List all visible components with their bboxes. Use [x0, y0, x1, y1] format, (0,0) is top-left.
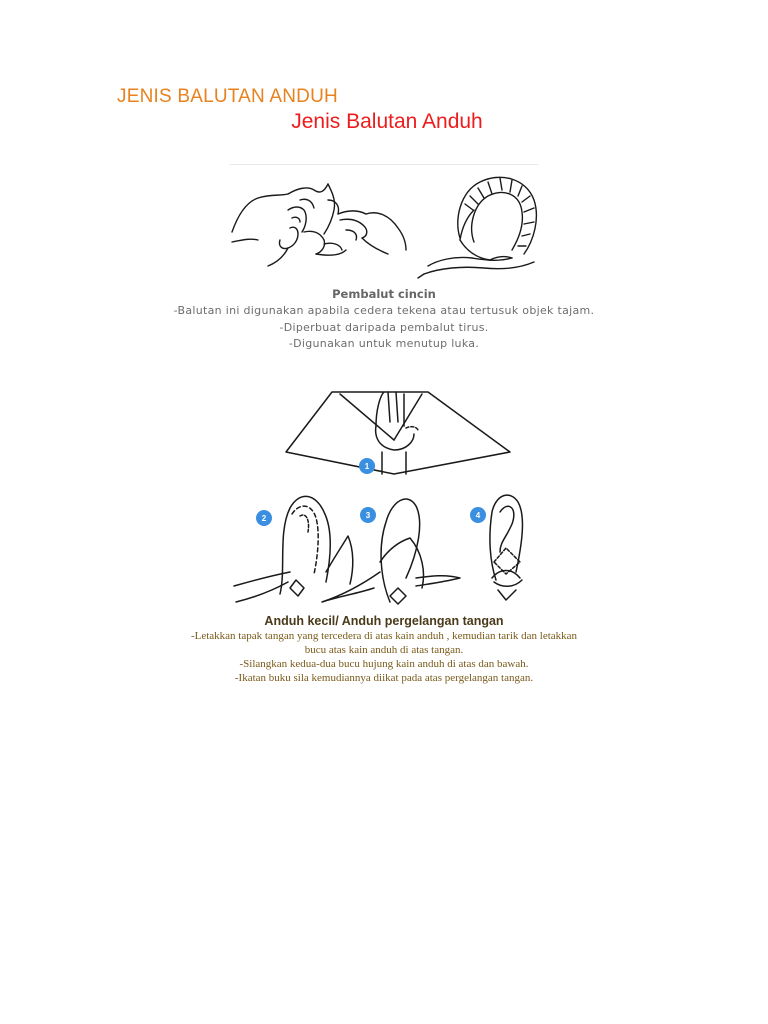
step-4-number: 4 — [475, 511, 481, 520]
wrist-sling-title: Anduh kecil/ Anduh pergelangan tangan — [264, 614, 504, 628]
step-1-drawing — [286, 392, 510, 474]
step-2-number: 2 — [261, 514, 267, 523]
finished-ring-bandage-drawing — [418, 177, 536, 278]
ring-bandage-line-1: -Balutan ini digunakan apabila cedera tekena atau tertusuk objek tajam. — [173, 304, 595, 317]
divider — [230, 164, 538, 165]
wrist-sling-steps-illustration — [230, 382, 570, 614]
hands-wrapping-ring-drawing — [232, 184, 406, 266]
ring-bandage-line-2: -Diperbuat daripada pembalut tirus. — [279, 320, 489, 334]
step-badge-1 — [359, 458, 375, 474]
wrist-sling-line-2: bucu atas kain anduh di atas tangan. — [304, 644, 464, 656]
step-1-number: 1 — [364, 462, 370, 471]
ring-bandage-line-3: -Digunakan untuk menutup luka. — [288, 337, 480, 350]
wrist-sling-caption — [0, 614, 768, 685]
wrist-sling-line-1: -Letakkan tapak tangan yang tercedera di atas kain anduh , kemudian tarik dan letakkan — [190, 630, 578, 642]
ring-bandage-illustration — [228, 170, 540, 280]
wrist-sling-line-4: -Ikatan buku sila kemudiannya diikat pada atas pergelangan tangan. — [234, 672, 534, 684]
step-badge-2 — [256, 510, 272, 526]
step-badge-3 — [360, 507, 376, 523]
page-heading: JENIS BALUTAN ANDUH — [117, 86, 338, 107]
ring-bandage-title: Pembalut cincin — [332, 287, 436, 301]
step-3-number: 3 — [365, 511, 371, 520]
ring-bandage-caption — [0, 286, 768, 353]
step-4-drawing — [490, 495, 523, 600]
step-2-drawing — [234, 496, 353, 602]
step-3-drawing — [322, 499, 460, 604]
page-subheading: Jenis Balutan Anduh — [291, 110, 483, 133]
step-badge-4 — [470, 507, 486, 523]
wrist-sling-line-3: -Silangkan kedua-dua bucu hujung kain anduh di atas dan bawah. — [239, 658, 529, 670]
